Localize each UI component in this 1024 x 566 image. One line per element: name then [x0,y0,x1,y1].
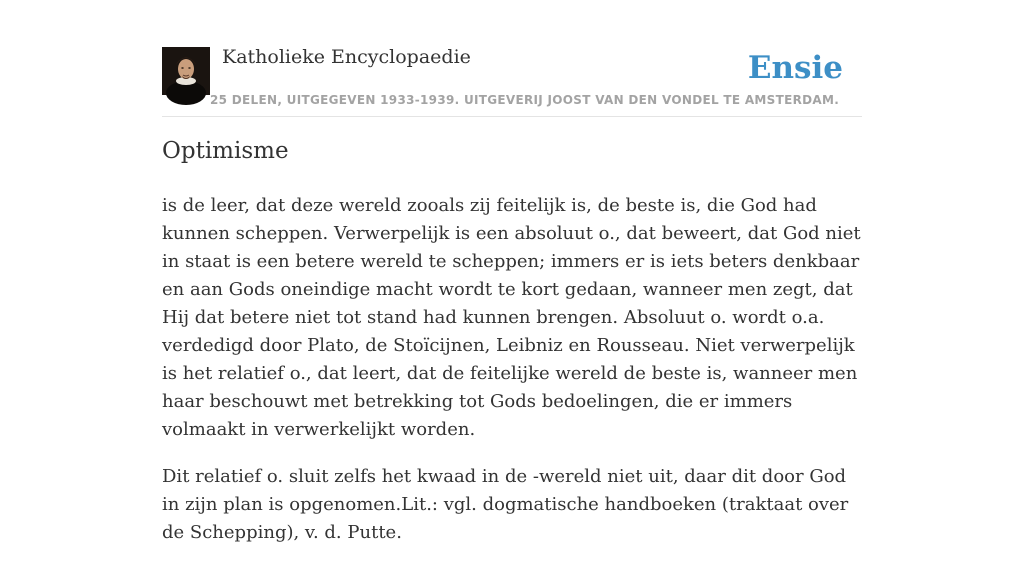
ensie-logo-link[interactable]: Ensie [747,50,843,86]
article-paragraph-2: Dit relatief o. sluit zelfs het kwaad in de -wereld niet uit, daar dit door God in zijn plan is opgenomen.Lit.: vgl. dogmatische handboeken (traktaat over de Schepping), v. d. Putte. [162,466,849,543]
source-subtitle: 25 DELEN, UITGEGEVEN 1933-1939. UITGEVERIJ JOOST VAN DEN VONDEL TE AMSTERDAM. [210,93,840,107]
article-paragraph-1: is de leer, dat deze wereld zooals zij feitelijk is, de beste is, die God had kunnen scheppen. Verwerpelijk is een absoluut o., dat beweert, dat God niet in staat is een betere wereld te scheppen; immers er is iets beters denkbaar en aan Gods oneindige macht wordt te kort gedaan, wanneer men zegt, dat Hij dat betere niet tot stand had kunnen brengen. Absoluut o. wordt o.a. verdedigd door Plato, de Stoïcijnen, Leibniz en Rousseau. Niet verwerpelijk is het relatief o., dat leert, dat de feitelijke wereld de beste is, wanneer men haar beschouwt met betrekking tot Gods bedoelingen, die er immers volmaakt in verwerkelijkt worden. [162,195,861,440]
portrait-icon [162,47,210,95]
header [162,46,862,117]
article-body [162,192,862,566]
article-title: Optimisme [162,138,289,164]
source-avatar[interactable] [162,47,210,95]
site-title[interactable]: Katholieke Encyclopaedie [222,46,471,68]
